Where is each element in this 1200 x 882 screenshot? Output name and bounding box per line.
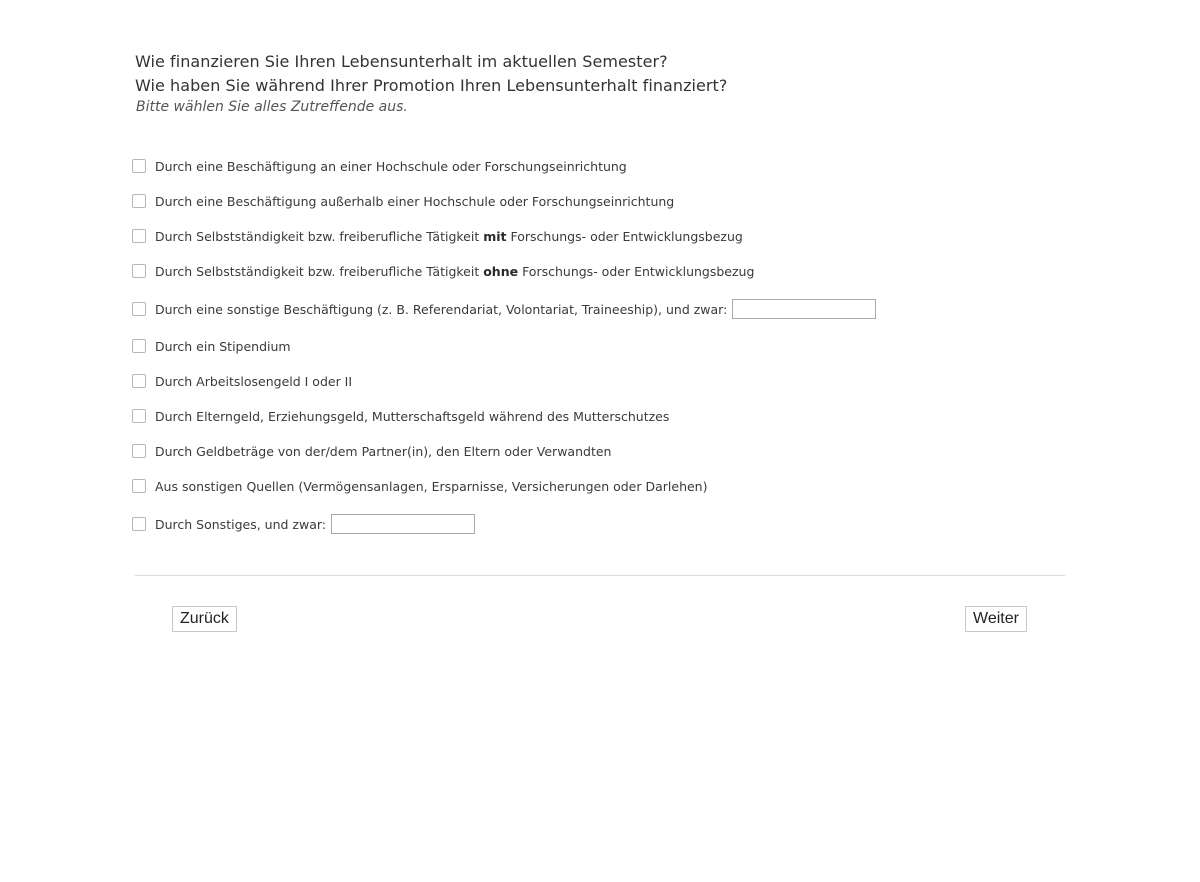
option-other-sources[interactable] bbox=[132, 476, 707, 496]
option-label: Durch eine Beschäftigung außerhalb einer Hochschule oder Forschungseinrichtung bbox=[155, 193, 675, 209]
option-label: Durch eine Beschäftigung an einer Hochschule oder Forschungseinrichtung bbox=[155, 158, 627, 174]
back-button[interactable]: Zurück bbox=[172, 606, 237, 632]
other-employment-text-input[interactable] bbox=[732, 299, 876, 319]
option-label-emphasis: ohne bbox=[483, 263, 519, 279]
option-self-employed-with-research[interactable] bbox=[132, 226, 743, 246]
checkbox[interactable] bbox=[132, 159, 146, 173]
option-scholarship[interactable] bbox=[132, 336, 291, 356]
option-label-post: Forschungs- oder Entwicklungsbezug bbox=[506, 228, 743, 244]
checkbox[interactable] bbox=[132, 374, 146, 388]
checkbox[interactable] bbox=[132, 479, 146, 493]
option-label: Durch Elterngeld, Erziehungsgeld, Mutterschaftsgeld während des Mutterschutzes bbox=[155, 408, 670, 424]
option-unemployment-benefit[interactable] bbox=[132, 371, 352, 391]
checkbox[interactable] bbox=[132, 517, 146, 531]
option-label-emphasis: mit bbox=[483, 228, 507, 244]
option-label bbox=[155, 264, 754, 279]
question-title-line-2: Wie haben Sie während Ihrer Promotion Ihren Lebensunterhalt finanziert? bbox=[135, 76, 728, 95]
checkbox[interactable] bbox=[132, 409, 146, 423]
checkbox[interactable] bbox=[132, 302, 146, 316]
option-label bbox=[155, 229, 743, 244]
option-parental-benefit[interactable] bbox=[132, 406, 669, 426]
option-label-post: Forschungs- oder Entwicklungsbezug bbox=[518, 263, 755, 279]
option-label: Aus sonstigen Quellen (Vermögensanlagen, Ersparnisse, Versicherungen oder Darlehen) bbox=[155, 478, 708, 494]
next-button[interactable]: Weiter bbox=[965, 606, 1027, 632]
question-hint: Bitte wählen Sie alles Zutreffende aus. bbox=[136, 99, 408, 115]
checkbox[interactable] bbox=[132, 339, 146, 353]
divider bbox=[135, 575, 1065, 576]
other-text-input[interactable] bbox=[331, 514, 475, 534]
option-label-pre: Durch Selbstständigkeit bzw. freiberufliche Tätigkeit bbox=[155, 263, 484, 279]
checkbox[interactable] bbox=[132, 194, 146, 208]
checkbox[interactable] bbox=[132, 444, 146, 458]
option-employment-university[interactable] bbox=[132, 156, 627, 176]
checkbox[interactable] bbox=[132, 229, 146, 243]
option-self-employed-without-research[interactable] bbox=[132, 261, 754, 281]
option-label: Durch ein Stipendium bbox=[155, 338, 291, 354]
option-employment-outside-university[interactable] bbox=[132, 191, 674, 211]
option-other[interactable] bbox=[132, 514, 475, 534]
option-label: Durch Geldbeträge von der/dem Partner(in), den Eltern oder Verwandten bbox=[155, 443, 612, 459]
checkbox[interactable] bbox=[132, 264, 146, 278]
option-label: Durch eine sonstige Beschäftigung (z. B. Referendariat, Volontariat, Traineeship), und zwar: bbox=[155, 301, 728, 317]
option-family-support[interactable] bbox=[132, 441, 611, 461]
option-other-employment[interactable] bbox=[132, 299, 876, 319]
option-label-pre: Durch Selbstständigkeit bzw. freiberufliche Tätigkeit bbox=[155, 228, 484, 244]
option-label: Durch Sonstiges, und zwar: bbox=[155, 516, 326, 532]
option-label: Durch Arbeitslosengeld I oder II bbox=[155, 373, 353, 389]
question-title-line-1: Wie finanzieren Sie Ihren Lebensunterhalt im aktuellen Semester? bbox=[135, 52, 668, 71]
